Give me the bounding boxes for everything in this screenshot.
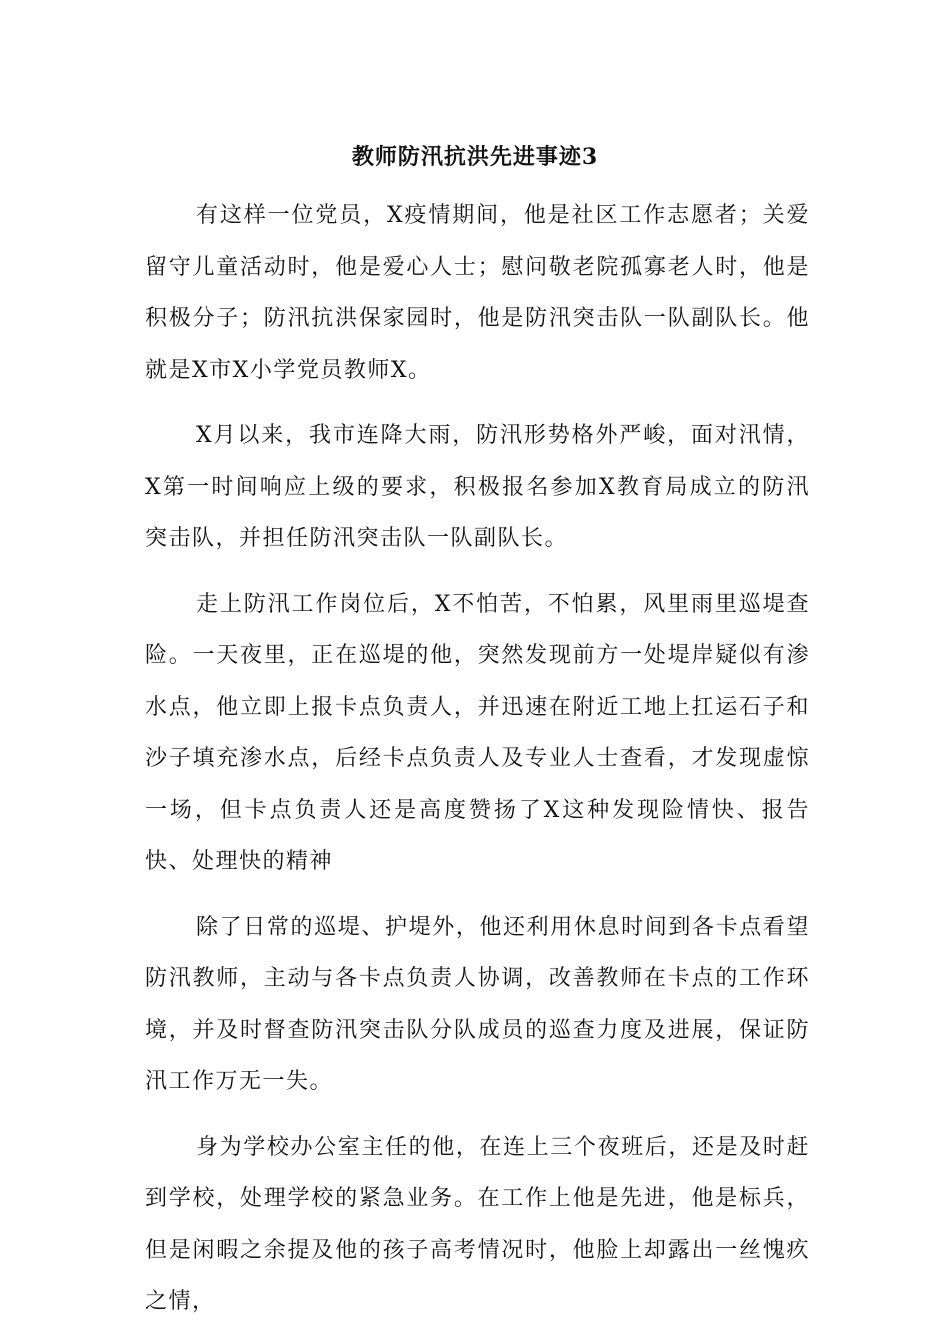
paragraph-2: X月以来，我市连降大雨，防汛形势格外严峻，面对汛情，X第一时间响应上级的要求，积极报名参加X教育局成立的防汛突击队，并担任防汛突击队一队副队长。 [145,423,810,551]
document-title: 教师防汛抗洪先进事迹3 [351,144,599,170]
paragraph-4: 除了日常的巡堤、护堤外，他还利用休息时间到各卡点看望防汛教师，主动与各卡点负责人协调，改善教师在卡点的工作环境，并及时督查防汛突击队分队成员的巡查力度及进展，保证防汛工作万无一失。 [145,914,810,1094]
paragraph-1: 有这样一位党员，X疫情期间，他是社区工作志愿者；关爱留守儿童活动时，他是爱心人士；慰问敬老院孤寡老人时，他是积极分子；防汛抗洪保家园时，他是防汛突击队一队副队长。他就是X市X小学党员教师X。 [145,203,810,383]
paragraph-3: 走上防汛工作岗位后，X不怕苦，不怕累，风里雨里巡堤查险。一天夜里，正在巡堤的他，突然发现前方一处堤岸疑似有渗水点，他立即上报卡点负责人，并迅速在附近工地上扛运石子和沙子填充渗水点，后经卡点负责人及专业人士查看，才发现虚惊一场，但卡点负责人还是高度赞扬了X这种发现险情快、报告快、处理快的精神 [145,591,810,874]
paragraph-5: 身为学校办公室主任的他，在连上三个夜班后，还是及时赶到学校，处理学校的紧急业务。在工作上他是先进，他是标兵，但是闲暇之余提及他的孩子高考情况时，他脸上却露出一丝愧疚之情， [145,1134,810,1314]
document-body [145,190,810,1342]
